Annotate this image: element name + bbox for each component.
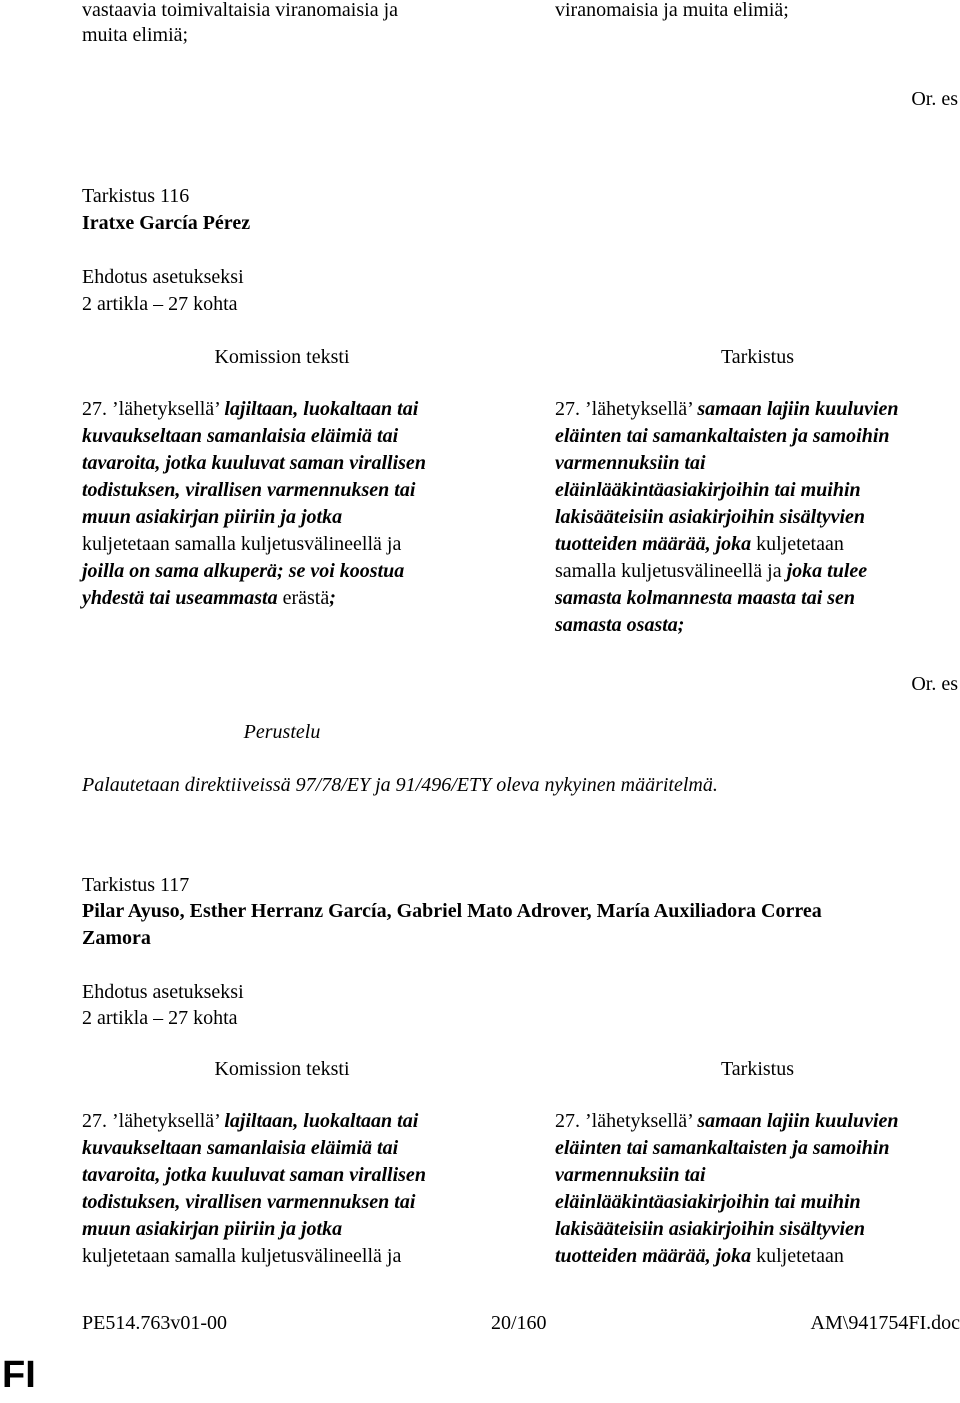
- article-reference: 2 artikla – 27 kohta: [82, 293, 238, 315]
- proposal-label: Ehdotus asetukseksi: [82, 266, 244, 288]
- amendment-text-heading: Tarkistus: [720, 346, 795, 368]
- changed-text-run: kuvaukseltaan samanlaisia eläimiä tai: [82, 1137, 399, 1159]
- file-name: AM\941754FI.doc: [810, 1312, 960, 1334]
- top-left-line-2: muita elimiä;: [82, 24, 189, 46]
- changed-text-run: todistuksen, virallisen varmennuksen tai: [82, 479, 416, 501]
- amendment-author: Iratxe García Pérez: [82, 212, 251, 234]
- changed-text-run: eläinten tai samankaltaisten ja samoihin: [555, 1137, 890, 1159]
- article-reference: 2 artikla – 27 kohta: [82, 1007, 238, 1029]
- text-run: samalla kuljetusvälineellä ja: [555, 560, 787, 582]
- justification-heading: Perustelu: [243, 721, 321, 743]
- text-line: [82, 585, 336, 612]
- text-line: [82, 1108, 418, 1135]
- commission-text-heading: Komission teksti: [214, 1058, 350, 1080]
- text-line: [555, 504, 865, 531]
- text-line: [555, 612, 684, 639]
- changed-text-run: samasta osasta;: [555, 614, 685, 636]
- changed-text-run: tavaroita, jotka kuuluvat saman virallisen: [82, 452, 426, 474]
- changed-text-run: lajiltaan, luokaltaan tai: [224, 1110, 419, 1132]
- text-line: [555, 477, 861, 504]
- changed-text-run: eläinten tai samankaltaisten ja samoihin: [555, 425, 890, 447]
- text-line: [82, 1162, 426, 1189]
- changed-text-run: kuvaukseltaan samanlaisia eläimiä tai: [82, 425, 399, 447]
- page-number: 20/160: [491, 1312, 547, 1334]
- amendment-authors-continued: Zamora: [82, 927, 151, 949]
- text-line: [555, 558, 867, 585]
- changed-text-run: muun asiakirjan piiriin ja jotka: [82, 1218, 343, 1240]
- text-line: [555, 1243, 844, 1270]
- text-line: [555, 423, 890, 450]
- commission-text-heading: Komission teksti: [214, 346, 350, 368]
- top-left-line-1: vastaavia toimivaltaisia viranomaisia ja: [82, 0, 399, 21]
- text-run: kuljetetaan samalla kuljetusvälineellä ja: [82, 533, 402, 555]
- changed-text-run: lakisääteisiin asiakirjoihin sisältyvien: [555, 1218, 866, 1240]
- changed-text-run: todistuksen, virallisen varmennuksen tai: [82, 1191, 416, 1213]
- changed-text-run: samaan lajiin kuuluvien: [697, 1110, 899, 1132]
- language-tag: Or. es: [911, 88, 958, 110]
- changed-text-run: eläinlääkintäasiakirjoihin tai muihin: [555, 479, 861, 501]
- text-run: 27. ’lähetyksellä’: [555, 1110, 698, 1132]
- changed-text-run: tuotteiden määrää, joka: [555, 1245, 752, 1267]
- text-run: kuljetetaan: [751, 1245, 844, 1267]
- changed-text-run: lajiltaan, luokaltaan tai: [224, 398, 419, 420]
- changed-text-run: varmennuksiin tai: [555, 452, 706, 474]
- changed-text-run: tuotteiden määrää, joka: [555, 533, 752, 555]
- language-tag: Or. es: [911, 673, 958, 695]
- text-line: [555, 1162, 706, 1189]
- text-line: [82, 1135, 398, 1162]
- text-line: [555, 1189, 861, 1216]
- text-line: [555, 531, 844, 558]
- changed-text-run: joilla on sama alkuperä; se voi koostua: [82, 560, 405, 582]
- text-line: [555, 450, 706, 477]
- text-line: [82, 1189, 415, 1216]
- amendment-title: Tarkistus 117: [82, 874, 190, 896]
- text-run: kuljetetaan: [751, 533, 844, 555]
- proposal-label: Ehdotus asetukseksi: [82, 981, 244, 1003]
- text-line: [555, 1135, 890, 1162]
- amendment-title: Tarkistus 116: [82, 185, 190, 207]
- text-run: kuljetetaan samalla kuljetusvälineellä ja: [82, 1245, 402, 1267]
- changed-text-run: joka tulee: [786, 560, 868, 582]
- amendment-text-heading: Tarkistus: [720, 1058, 795, 1080]
- changed-text-run: yhdestä tai useammasta: [82, 587, 278, 609]
- text-line: [82, 450, 426, 477]
- justification-text: Palautetaan direktiiveissä 97/78/EY ja 91/496/ETY oleva nykyinen määritelmä.: [82, 774, 718, 796]
- changed-text-run: samasta kolmannesta maasta tai sen: [555, 587, 856, 609]
- text-line: [82, 477, 415, 504]
- language-code: FI: [2, 1354, 36, 1396]
- changed-text-run: lakisääteisiin asiakirjoihin sisältyvien: [555, 506, 866, 528]
- amendment-authors: Pilar Ayuso, Esther Herranz García, Gabriel Mato Adrover, María Auxiliadora Correa: [82, 900, 822, 922]
- text-line: [555, 1216, 865, 1243]
- text-line: [82, 558, 404, 585]
- text-line: [82, 1216, 342, 1243]
- top-right-line: viranomaisia ja muita elimiä;: [555, 0, 789, 21]
- text-line: [82, 396, 418, 423]
- text-line: [82, 1243, 401, 1270]
- text-line: [82, 423, 398, 450]
- text-run: 27. ’lähetyksellä’: [82, 398, 225, 420]
- text-line: [555, 585, 855, 612]
- changed-text-run: eläinlääkintäasiakirjoihin tai muihin: [555, 1191, 861, 1213]
- changed-text-run: ;: [329, 587, 336, 609]
- text-line: [555, 1108, 899, 1135]
- changed-text-run: varmennuksiin tai: [555, 1164, 706, 1186]
- text-run: erästä: [277, 587, 330, 609]
- text-line: [82, 504, 342, 531]
- changed-text-run: muun asiakirjan piiriin ja jotka: [82, 506, 343, 528]
- text-line: [555, 396, 899, 423]
- changed-text-run: tavaroita, jotka kuuluvat saman virallisen: [82, 1164, 426, 1186]
- document-reference: PE514.763v01-00: [82, 1312, 227, 1334]
- text-run: 27. ’lähetyksellä’: [82, 1110, 225, 1132]
- text-line: [82, 531, 401, 558]
- changed-text-run: samaan lajiin kuuluvien: [697, 398, 899, 420]
- text-run: 27. ’lähetyksellä’: [555, 398, 698, 420]
